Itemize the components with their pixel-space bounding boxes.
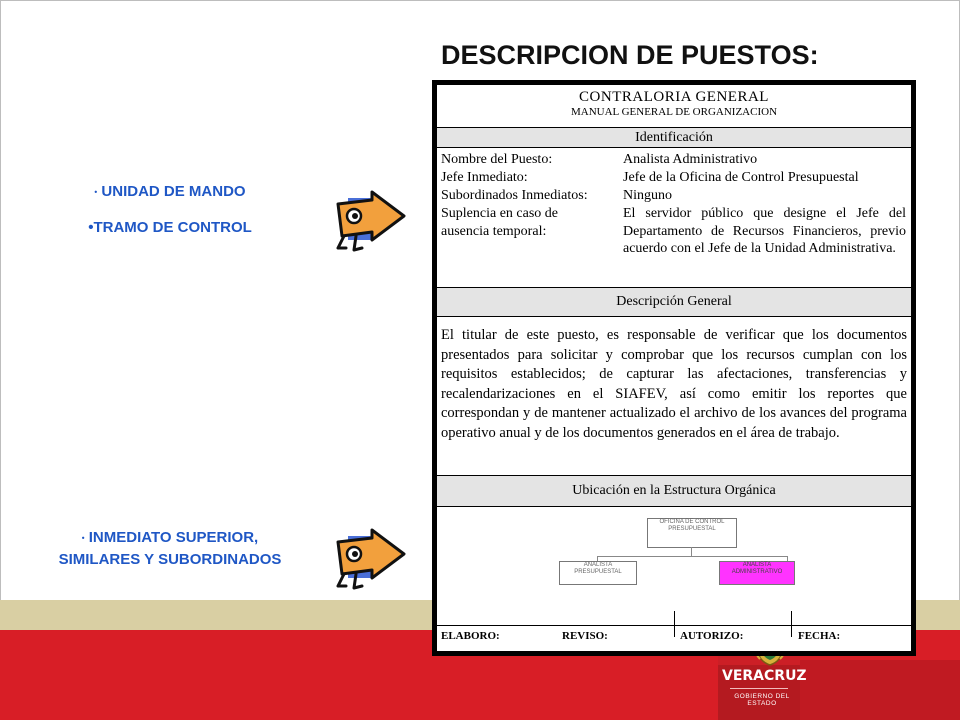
bullet-unidad-de-mando (40, 183, 300, 200)
field-label-jefe: Jefe Inmediato: (441, 170, 528, 185)
field-value-suplencia: El servidor público que designe el Jefe del Departamento de Recursos Financieros, previo acuerdo con el Jefe de la Unidad Administrativa. (623, 206, 906, 256)
bullet-text: INMEDIATO SUPERIOR, SIMILARES Y SUBORDINADOS (58, 529, 282, 568)
org-connector (597, 556, 787, 557)
footer-elaboro: ELABORO: (441, 630, 500, 642)
document-subtitle: MANUAL GENERAL DE ORGANIZACION (570, 106, 778, 118)
field-label-nombre: Nombre del Puesto: (441, 152, 553, 167)
bullet-dot: • (81, 533, 85, 543)
footer-separator (674, 611, 675, 637)
divider (437, 316, 911, 317)
slide-title: DESCRIPCION DE PUESTOS: (441, 40, 819, 70)
slide-frame-top (0, 0, 960, 1)
logo-name: VERACRUZ (722, 668, 807, 684)
footer-autorizo: AUTORIZO: (680, 630, 744, 642)
divider (437, 506, 911, 507)
pointing-hand-icon (328, 528, 408, 590)
field-value-nombre: Analista Administrativo (623, 152, 758, 167)
field-label-subordinados: Subordinados Inmediatos: (441, 188, 588, 203)
bullet-tramo-de-control: •TRAMO DE CONTROL (88, 219, 252, 236)
org-box-analista-administrativo: ANALISTA ADMINISTRATIVO (719, 561, 795, 585)
divider (437, 147, 911, 148)
field-value-jefe: Jefe de la Oficina de Control Presupuestal (623, 170, 859, 185)
slide-frame-left (0, 0, 1, 600)
section-identificacion: Identificación (437, 128, 911, 147)
job-description-document (432, 80, 916, 656)
pointing-hand-icon (328, 190, 408, 252)
document-title: CONTRALORIA GENERAL (579, 89, 769, 105)
bullet-dot: • (94, 187, 98, 197)
org-box-analista-presupuestal: ANALISTA PRESUPUESTAL (559, 561, 637, 585)
field-value-subordinados: Ninguno (623, 188, 672, 203)
footer-reviso: REVISO: (562, 630, 608, 642)
logo-divider (730, 688, 788, 689)
bullet-inmediato-superior (40, 527, 300, 570)
description-text: El titular de este puesto, es responsable de verificar que los documentos presentados para solicitar y comprobar que los recursos cumplan con los requisitos establecidos; de capturar las afectaciones, transferencias y recalendarizaciones en el SIAFEV, así como emitir los reportes que correspondan y de mantener actualizado el archivo de los avances del programa operativo anual y de los documentos generados en el área de trabajo. (441, 327, 907, 441)
section-descripcion: Descripción General (437, 288, 911, 316)
footer-fecha: FECHA: (798, 630, 841, 642)
bullet-text: UNIDAD DE MANDO (101, 183, 246, 200)
org-connector (691, 547, 692, 556)
section-ubicacion: Ubicación en la Estructura Orgánica (437, 476, 911, 506)
document-header (437, 85, 911, 127)
org-box-oficina: OFICINA DE CONTROL PRESUPUESTAL (647, 518, 737, 548)
field-label-suplencia: Suplencia en caso de (441, 206, 559, 221)
footer-separator (791, 611, 792, 637)
field-label-suplencia-2: ausencia temporal: (441, 224, 547, 239)
logo-subtitle: GOBIERNO DEL ESTADO (734, 693, 790, 707)
